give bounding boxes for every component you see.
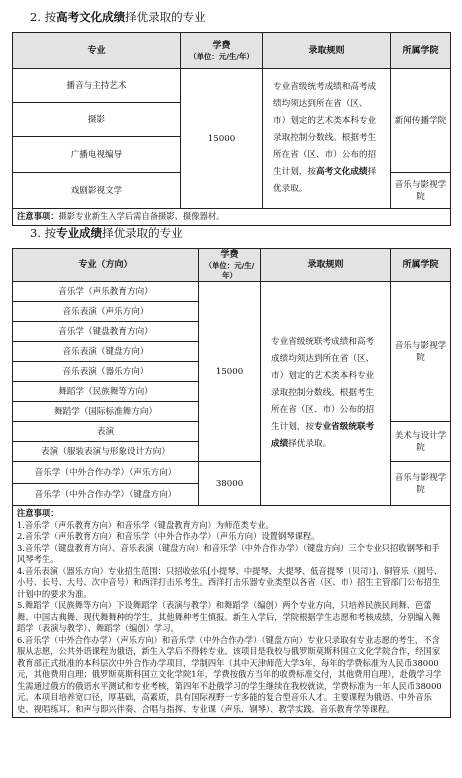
- section3-notes: 注意事项： 1.音乐学（声乐教育方向）和音乐学（键盘教育方向）为师范类专业。 2.音乐学（声乐教育方向）和音乐学（中外合作办学）（声乐方向）设置钢琴课程。 3.音乐学（键盘教育方向）、音乐表演（键盘方向）和音乐学（中外合作办学）（键盘方向）三个专业只招收钢琴和手风琴考生。 4.音乐表演（器乐方向）专业招生范围：只招收弦乐[小提琴、中提琴、大提琴、低音提琴（贝司）]、铜管乐（圆号、小号、长号、大号、次中音号）和西洋打击乐考生。西洋打击乐器专业类型以各省（区、市）招生主管部门公布招生计划中的要求为准。 5.舞蹈学（民族舞等方向）下设舞蹈学（表演与教学）和舞蹈学（编创）两个专业方向，只培养民族民间舞、芭蕾舞、中国古典舞、现代舞舞种的学生，其他舞种考生慎报。新生入学后，学院根据学生志愿和考核成绩，分别编入舞蹈学（表演与教学）、舞蹈学（编创）学习。 6.音乐学（中外合作办学）（声乐方向）和音乐学（中外合作办学）（键盘方向）专业只录取有专业志愿的考生，不含服从志愿，公共外语课程为俄语，新生入学后不得转专业。该项目是我校与俄罗斯莫斯科国立文化学院合作，经国家教育部正式批准的本科层次中外合作办学项目，学制四年（其中天津师范大学3年，每年的学费标准为人民币38000元，其他费用自理；俄罗斯莫斯科国立文化学院1年，学费按俄方当年的收费标准交付，其他费用自理），赴俄学习学生需通过俄方的俄语水平测试和专业考核，第四年不赴俄学习的学生继续在我校就读，学费标准为一年人民币38000元。本项目培养宽口径，厚基础，高素质，具有国际视野一专多能的复合型音乐人才。主要课程为俄语、中外音乐史、视唱练耳、和声与即兴伴奏、合唱与指挥、专业课（声乐、钢琴）、教学实践、音乐教育学等课程。: [13, 506, 451, 718]
- college-cell: 音乐与影视学院: [391, 282, 451, 422]
- header-fee: 学费 （单位：元/生/年）: [181, 33, 263, 69]
- section2-table: [12, 32, 451, 226]
- section2-note-row: [13, 209, 451, 226]
- header-college: 所属学院: [391, 33, 451, 69]
- major-cell: 广播电视编导: [13, 137, 181, 173]
- major-cell: 音乐学（中外合作办学）（键盘方向）: [13, 484, 199, 506]
- college-cell: 音乐与影视学院: [391, 462, 451, 506]
- section3-note-row: [13, 506, 451, 718]
- major-cell: 摄影: [13, 103, 181, 137]
- section3-title: 3. 按专业成绩择优录取的专业: [30, 226, 183, 240]
- major-cell: 舞蹈学（国际标准舞方向）: [13, 402, 199, 422]
- header-rule: 录取规则: [263, 33, 391, 69]
- college-cell: 美术与设计学院: [391, 422, 451, 462]
- note-item: 1.音乐学（声乐教育方向）和音乐学（键盘教育方向）为师范类专业。: [17, 519, 274, 530]
- major-cell: 播音与主持艺术: [13, 69, 181, 103]
- section2-header-row: [13, 33, 451, 69]
- note-item: 2.音乐学（声乐教育方向）和音乐学（中外合作办学）（声乐方向）设置钢琴课程。: [17, 531, 320, 541]
- major-cell: 音乐学（中外合作办学）（声乐方向）: [13, 462, 199, 484]
- table-row: [13, 282, 451, 302]
- major-cell: 舞蹈学（民族舞等方向）: [13, 382, 199, 402]
- college-cell: 音乐与影视学院: [391, 173, 451, 209]
- header-college: 所属学院: [391, 249, 451, 282]
- major-cell: 表演: [13, 422, 199, 442]
- note-item: 4.音乐表演（器乐方向）专业招生范围：只招收弦乐[小提琴、中提琴、大提琴、低音提琴（贝司）]、铜管乐（圆号、小号、长号、大号、次中音号）和西洋打击乐考生。西洋打击乐器专业类型以各省（区、市）招生主管部门公布招生计划中的要求为准。: [17, 565, 443, 599]
- header-major: 专业: [13, 33, 181, 69]
- major-cell: 音乐表演（器乐方向）: [13, 362, 199, 382]
- note-item: 6.音乐学（中外合作办学）（声乐方向）和音乐学（中外合作办学）（键盘方向）专业只录取有专业志愿的考生，不含服从志愿，公共外语课程为俄语，新生入学后不得转专业。该项目是我校与俄罗斯莫斯科国立文化学院合作，经国家教育部正式批准的本科层次中外合作办学项目，学制四年（其中天津师范大学3年，每年的学费标准为人民币38000元，其他费用自理；俄罗斯莫斯科国立文化学院1年，学费按俄方当年的收费标准交付，其他费用自理），赴俄学习学生需通过俄方的俄语水平测试和专业考核，第四年不赴俄学习的学生继续在我校就读，学费标准为一年人民币38000元。本项目培养宽口径，厚基础，高素质，具有国际视野一专多能的复合型音乐人才。主要课程为俄语、中外音乐史、视唱练耳、和声与即兴伴奏、合唱与指挥、专业课（声乐、钢琴）、教学实践、音乐教育学等课程。: [17, 634, 442, 714]
- section3-header-row: [13, 249, 451, 282]
- section3-table: [12, 248, 451, 718]
- major-cell: 表演（服装表演与形象设计方向）: [13, 442, 199, 462]
- major-cell: 音乐表演（声乐方向）: [13, 302, 199, 322]
- table-row: [13, 69, 451, 103]
- college-cell: 新闻传播学院: [391, 69, 451, 173]
- major-cell: 音乐学（键盘教育方向）: [13, 322, 199, 342]
- major-cell: 音乐表演（键盘方向）: [13, 342, 199, 362]
- section2-note: 注意事项：摄影专业新生入学后需自备摄影、摄像器材。: [13, 209, 451, 226]
- major-cell: 戏剧影视文学: [13, 173, 181, 209]
- fee-cell: 15000: [199, 282, 261, 462]
- major-cell: 音乐学（声乐教育方向）: [13, 282, 199, 302]
- rule-cell: 专业省级统联考成绩和高考成绩均须达到所在省（区、市）划定的艺术类本科专业录取控制分数线。根据考生所在省（区、市）公布的招生计划，按专业省级统联考成绩择优录取。: [261, 282, 391, 506]
- header-major: 专业（方向）: [13, 249, 199, 282]
- rule-cell: 专业省级统考成绩和高考成绩均须达到所在省（区、市）划定的艺术类本科专业录取控制分数线。根据考生所在省（区、市）公布的招生计划，按高考文化成绩择优录取。: [263, 69, 391, 209]
- section2-title: 2. 按高考文化成绩择优录取的专业: [30, 10, 206, 24]
- header-fee: 学费 （单位：元/生/年）: [199, 249, 261, 282]
- note-item: 3.音乐学（键盘教育方向）、音乐表演（键盘方向）和音乐学（中外合作办学）（键盘方向）三个专业只招收钢琴和手风琴考生。: [17, 542, 440, 564]
- fee-cell: 38000: [199, 462, 261, 506]
- header-rule: 录取规则: [261, 249, 391, 282]
- note-item: 5.舞蹈学（民族舞等方向）下设舞蹈学（表演与教学）和舞蹈学（编创）两个专业方向，只培养民族民间舞、芭蕾舞、中国古典舞、现代舞舞种的学生，其他舞种考生慎报。新生入学后，学院根据学生志愿和考核成绩，分别编入舞蹈学（表演与教学）、舞蹈学（编创）学习。: [17, 600, 441, 633]
- fee-cell: 15000: [181, 69, 263, 209]
